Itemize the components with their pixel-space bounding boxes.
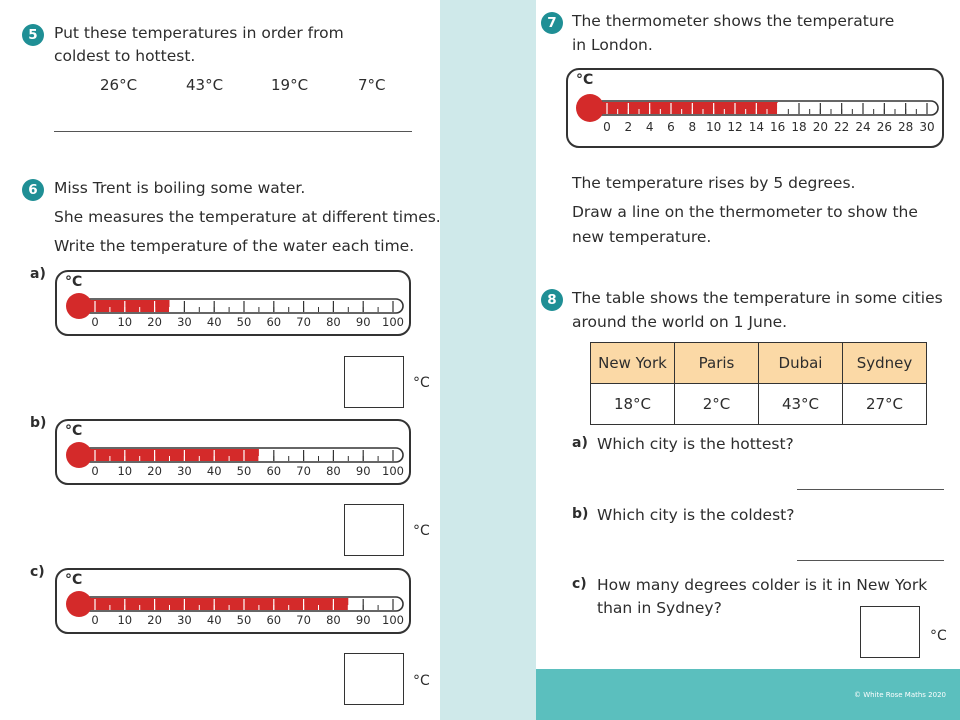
city-temperature-table — [590, 342, 927, 425]
thermometer-tick-label: 18 — [791, 120, 807, 134]
table-cell-temperature: 27°C — [843, 384, 927, 425]
thermometer-tick-label: 10 — [117, 464, 133, 478]
thermometer-tick-label: 0 — [91, 464, 99, 478]
thermometer-tick-label: 24 — [855, 120, 871, 134]
thermometer-tick-label: 70 — [296, 315, 311, 329]
thermometer-c-scale — [57, 570, 409, 632]
copyright-text: © White Rose Maths 2020 — [853, 691, 946, 699]
q8b-label: b) — [572, 506, 589, 522]
q6a-label: a) — [30, 266, 46, 282]
thermometer-tick-label: 80 — [326, 464, 341, 478]
thermometer-tick-label: 100 — [382, 613, 404, 627]
thermometer-tick-label: 2 — [624, 120, 633, 134]
q8-text-line-1: The table shows the temperature in some cities — [572, 289, 943, 307]
q8b-answer-line[interactable] — [797, 560, 944, 561]
thermometer-tick-label: 26 — [876, 120, 892, 134]
q8b-text: Which city is the coldest? — [597, 506, 795, 524]
q7-text-line-3: The temperature rises by 5 degrees. — [572, 174, 856, 192]
q8a-answer-line[interactable] — [797, 489, 944, 490]
thermometer-tick-label: 60 — [266, 613, 282, 627]
thermometer-tick-label: 50 — [236, 315, 252, 329]
thermometer-tick-label: 30 — [177, 464, 192, 478]
thermometer-tick-label: 60 — [266, 315, 282, 329]
thermometer-tick-label: 40 — [206, 315, 222, 329]
thermometer-tick-label: 50 — [236, 613, 252, 627]
question-number-8: 8 — [541, 289, 563, 311]
question-number-6: 6 — [22, 179, 44, 201]
table-cell-city: Paris — [675, 343, 759, 384]
footer-bar — [536, 669, 960, 720]
q6a-answer-unit: °C — [413, 375, 430, 391]
q8a-label: a) — [572, 435, 588, 451]
thermometer-tick-label: 10 — [706, 120, 722, 134]
thermometer-tick-label: 4 — [645, 120, 654, 134]
thermometer-tick-label: 70 — [296, 464, 311, 478]
q5-text-line-2: coldest to hottest. — [54, 47, 196, 65]
q6-text-line-3: Write the temperature of the water each time. — [54, 237, 415, 255]
table-cell-temperature: 2°C — [675, 384, 759, 425]
thermometer-a — [55, 270, 411, 336]
q6b-label: b) — [30, 415, 47, 431]
q8c-label: c) — [572, 576, 587, 592]
table-row — [591, 384, 927, 425]
thermometer-tick-label: 90 — [355, 613, 371, 627]
q8c-text-line-1: How many degrees colder is it in New York — [597, 576, 928, 594]
thermometer-bulb — [576, 94, 604, 122]
q5-text-line-1: Put these temperatures in order from — [54, 24, 344, 42]
thermometer-tick-label: 10 — [117, 613, 133, 627]
question-number-5: 5 — [22, 24, 44, 46]
q5-temperature: 19°C — [271, 76, 309, 94]
q6c-answer-unit: °C — [413, 673, 430, 689]
thermometer-tick-label: 0 — [91, 613, 99, 627]
thermometer-tick-label: 100 — [382, 464, 404, 478]
thermometer-tick-label: 50 — [236, 464, 252, 478]
page-gutter — [440, 0, 536, 720]
thermometer-a-scale — [57, 272, 409, 334]
thermometer-b — [55, 419, 411, 485]
q6-text-line-2: She measures the temperature at different times. — [54, 208, 441, 226]
thermometer-tick-label: 20 — [147, 464, 162, 478]
thermometer-tick-label: 30 — [177, 315, 192, 329]
thermometer-tick-label: 100 — [382, 315, 404, 329]
thermometer-tick-label: 30 — [177, 613, 192, 627]
q6c-label: c) — [30, 564, 45, 580]
q8c-answer-box[interactable] — [860, 606, 920, 658]
thermometer-tick-label: 90 — [355, 315, 371, 329]
thermometer-unit: °C — [65, 274, 83, 290]
thermometer-tick-label: 22 — [834, 120, 850, 134]
thermometer-tick-label: 0 — [603, 120, 611, 134]
thermometer-bulb — [66, 591, 92, 617]
thermometer-tick-label: 20 — [147, 613, 162, 627]
thermometer-tick-label: 14 — [748, 120, 764, 134]
thermometer-london-scale — [568, 70, 942, 146]
thermometer-tick-label: 80 — [326, 613, 341, 627]
thermometer-mercury — [79, 449, 259, 461]
thermometer-bulb — [66, 293, 92, 319]
q8-text-line-2: around the world on 1 June. — [572, 313, 788, 331]
table-cell-city: Sydney — [843, 343, 927, 384]
thermometer-tick-label: 28 — [898, 120, 914, 134]
thermometer-tick-label: 80 — [326, 315, 341, 329]
table-cell-city: Dubai — [759, 343, 843, 384]
q5-temperature: 7°C — [358, 76, 386, 94]
q8c-answer-unit: °C — [930, 628, 947, 644]
thermometer-unit: °C — [65, 423, 83, 439]
thermometer-tick-label: 40 — [206, 464, 222, 478]
thermometer-bulb — [66, 442, 92, 468]
thermometer-tick-label: 40 — [206, 613, 222, 627]
thermometer-tick-label: 10 — [117, 315, 133, 329]
q6-text-line-1: Miss Trent is boiling some water. — [54, 179, 306, 197]
thermometer-tick-label: 0 — [91, 315, 99, 329]
q6c-answer-box[interactable] — [344, 653, 404, 705]
table-cell-temperature: 18°C — [591, 384, 675, 425]
thermometer-tick-label: 16 — [770, 120, 786, 134]
thermometer-tick-label: 90 — [355, 464, 371, 478]
thermometer-tick-label: 20 — [812, 120, 828, 134]
q8a-text: Which city is the hottest? — [597, 435, 794, 453]
q6a-answer-box[interactable] — [344, 356, 404, 408]
q5-temperature: 26°C — [100, 76, 138, 94]
thermometer-tick-label: 6 — [667, 120, 675, 134]
q7-text-line-1: The thermometer shows the temperature — [572, 12, 895, 30]
thermometer-b-scale — [57, 421, 409, 483]
thermometer-tick-label: 30 — [919, 120, 935, 134]
q5-temperature: 43°C — [186, 76, 224, 94]
thermometer-c — [55, 568, 411, 634]
table-cell-temperature: 43°C — [759, 384, 843, 425]
thermometer-london[interactable] — [566, 68, 944, 148]
table-cell-city: New York — [591, 343, 675, 384]
thermometer-tick-label: 60 — [266, 464, 282, 478]
question-number-7: 7 — [541, 12, 563, 34]
q7-text-line-4: Draw a line on the thermometer to show the — [572, 203, 918, 221]
thermometer-tick-label: 70 — [296, 613, 311, 627]
thermometer-unit: °C — [65, 572, 83, 588]
q5-answer-line[interactable] — [54, 131, 412, 132]
q8c-text-line-2: than in Sydney? — [597, 599, 722, 617]
q7-text-line-5: new temperature. — [572, 228, 712, 246]
thermometer-tick-label: 8 — [688, 120, 697, 134]
q7-text-line-2: in London. — [572, 36, 653, 54]
thermometer-tick-label: 12 — [727, 120, 743, 134]
table-header-row — [591, 343, 927, 384]
q6b-answer-box[interactable] — [344, 504, 404, 556]
q6b-answer-unit: °C — [413, 523, 430, 539]
thermometer-tick-label: 20 — [147, 315, 162, 329]
thermometer-unit: °C — [576, 72, 594, 88]
